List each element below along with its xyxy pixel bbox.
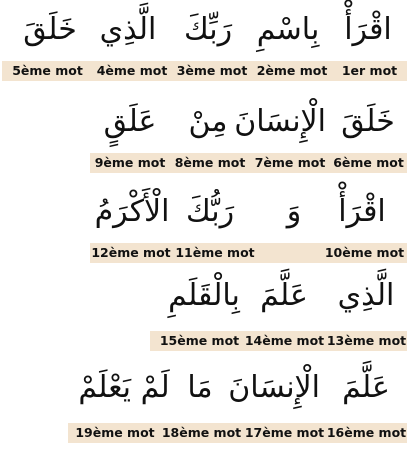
- arabic-word-2: بِاسْمِ: [256, 12, 320, 47]
- arabic-word-15: عَلَّمَ: [260, 278, 308, 313]
- word-label-11: 11ème mot: [175, 245, 255, 260]
- arabic-word-18: الْإِنسَانَ: [228, 370, 320, 405]
- arabic-word-20: لَمْ يَعْلَمْ: [78, 370, 170, 405]
- arabic-word-8: مِنْ: [188, 104, 228, 139]
- word-label-3: 3ème mot: [176, 63, 248, 78]
- arabic-word-17: عَلَّمَ: [342, 370, 390, 405]
- word-label-19: 19ème mot: [75, 425, 155, 440]
- word-label-15: 15ème mot: [159, 333, 240, 348]
- arabic-word-11: وَ: [286, 194, 302, 229]
- arabic-word-3: رَبِّكَ: [183, 12, 233, 47]
- word-label-17: 17ème mot: [244, 425, 325, 440]
- arabic-word-9: عَلَقٍ: [103, 104, 157, 139]
- word-label-10: 10ème mot: [324, 245, 405, 260]
- arabic-word-4: الَّذِي: [99, 12, 157, 47]
- word-label-4: 4ème mot: [96, 63, 168, 78]
- word-label-12: 12ème mot: [91, 245, 171, 260]
- arabic-word-7: الْإِنسَانَ: [234, 104, 326, 139]
- arabic-word-1: اقْرَأْ: [344, 12, 392, 47]
- word-label-13: 13ème mot: [326, 333, 407, 348]
- word-label-18: 18ème mot: [161, 425, 242, 440]
- arabic-word-16: بِالْقَلَمِ: [168, 278, 240, 313]
- arabic-word-5: خَلَقَ: [23, 12, 77, 47]
- word-label-2: 2ème mot: [256, 63, 328, 78]
- word-label-8: 8ème mot: [174, 155, 246, 170]
- word-label-7: 7ème mot: [254, 155, 326, 170]
- word-label-9: 9ème mot: [94, 155, 166, 170]
- word-label-1: 1er mot: [341, 63, 398, 78]
- arabic-word-14: الَّذِي: [337, 278, 395, 313]
- word-label-6: 6ème mot: [333, 155, 404, 170]
- word-label-5: 5ème mot: [12, 63, 83, 78]
- arabic-word-13: الْأَكْرَمُ: [94, 194, 170, 229]
- word-label-16: 16ème mot: [326, 425, 407, 440]
- arabic-word-19: مَا: [187, 370, 213, 405]
- word-label-14: 14ème mot: [244, 333, 325, 348]
- arabic-word-6: خَلَقَ: [341, 104, 395, 139]
- arabic-word-12: رَبُّكَ: [185, 194, 235, 229]
- arabic-word-10: اقْرَأْ: [338, 194, 386, 229]
